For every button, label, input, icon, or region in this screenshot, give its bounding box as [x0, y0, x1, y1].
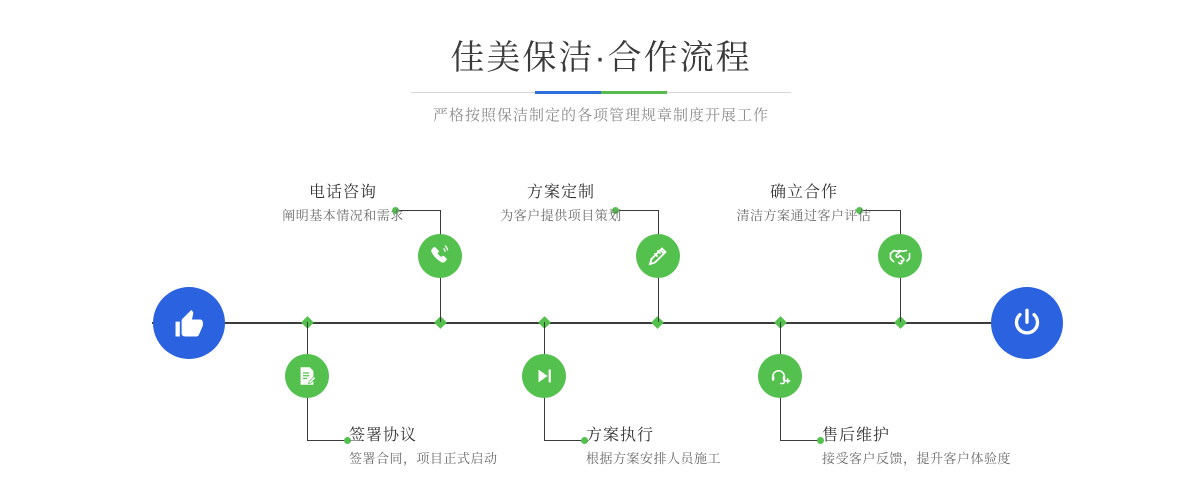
flow-axis: [152, 322, 1052, 324]
flow-end-node: [991, 287, 1063, 359]
support-agent-icon: [769, 365, 792, 388]
node-icon-step-2: [285, 354, 329, 398]
contract-icon: [296, 365, 318, 387]
thumbs-up-icon: [172, 306, 206, 340]
label-step-1: [248, 182, 438, 226]
process-flow: [0, 150, 1202, 502]
play-next-icon: [533, 365, 555, 387]
divider-accent-green: [601, 91, 667, 94]
node-icon-step-5: [878, 234, 922, 278]
step-title: 确立合作: [769, 184, 838, 201]
label-step-5: [706, 182, 902, 226]
node-icon-step-3: [636, 234, 680, 278]
node-icon-step-4: [522, 354, 566, 398]
page-title: 佳美保洁·合作流程: [450, 39, 752, 77]
node-icon-step-1: [418, 234, 462, 278]
title-divider: [411, 91, 791, 94]
step-title: 签署协议: [349, 427, 418, 444]
step-desc: 根据方案安排人员施工: [586, 451, 722, 466]
step-desc: 清洁方案通过客户评估: [736, 208, 872, 223]
step-desc: 接受客户反馈，提升客户体验度: [822, 451, 1012, 466]
node-icon-step-6: [758, 354, 802, 398]
power-icon: [1009, 305, 1045, 341]
page-subtitle: 严格按照保洁制定的各项管理规章制度开展工作: [432, 107, 769, 124]
step-desc: 阐明基本情况和需求: [282, 208, 404, 223]
step-desc: 为客户提供项目策划: [500, 208, 622, 223]
step-title: 方案定制: [526, 184, 595, 201]
step-title: 售后维护: [822, 427, 891, 444]
step-desc: 签署合同，项目正式启动: [349, 451, 498, 466]
flow-start-node: [153, 287, 225, 359]
phone-icon: [428, 244, 452, 268]
label-step-6: [780, 425, 1102, 469]
step-title: 方案执行: [586, 427, 655, 444]
label-step-3: [466, 182, 656, 226]
divider-accent-blue: [535, 91, 601, 94]
handshake-icon: [888, 244, 912, 268]
pen-ruler-icon: [646, 244, 670, 268]
step-title: 电话咨询: [308, 184, 377, 201]
header: [0, 36, 1202, 125]
